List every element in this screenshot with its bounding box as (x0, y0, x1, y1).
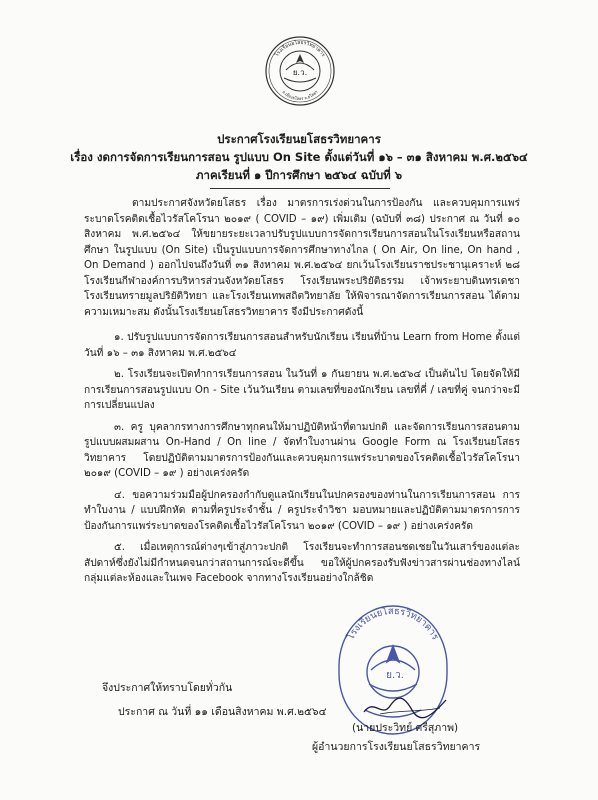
signer-name: (นายประวิทย์ ศรีสุภาพ) (352, 722, 459, 734)
seal-bottom-text: อ.เมืองยโสธร จ.ยโสธร (281, 89, 319, 102)
title-divider (210, 188, 390, 189)
seal-initial: ย.ว. (292, 68, 308, 77)
closing-statement: จึงประกาศให้ทราบโดยทั่วกัน (102, 682, 233, 694)
announcement-date: ประกาศ ณ วันที่ ๑๑ เดือนสิงหาคม พ.ศ.๒๕๖๔ (118, 706, 327, 718)
item-3: ๓. ครู บุคลากรทางการศึกษาทุกคนให้มาปฏิบัติหน้าที่ตามปกติ และจัดการเรียนการสอนตามรูปแบบผสมผสาน On-Hand / On line / จัดทำใบงานผ่าน Google Form ณ โรงเรียนยโสธรวิทยาคาร โดยปฏิบัติตามมาตรการป้องกันและควบคุมการแพร่ระบาดของโรคติดเชื้อไวรัสโคโรนา ๒๐๑๙ (COVID – ๑๙ ) อย่างเคร่งครัด (84, 421, 520, 479)
item-4: ๔. ขอความร่วมมือผู้ปกครองกำกับดูแลนักเรียนในปกครองของท่านในการเรียนการสอน การทำใบงาน / แบบฝึกหัด ตามที่ครูประจำชั้น / ครูประจำวิชา มอบหมายและปฏิบัติตามมาตรการการป้องกันการแพร่ระบาดของโรคติดเชื้อไวรัสโคโรนา ๒๐๑๙ (COVID – ๑๙ ) อย่างเคร่งครัด (84, 489, 520, 532)
item-1: ๑. ปรับรูปแบบการจัดการเรียนการสอนสำหรับนักเรียน เรียนที่บ้าน Learn from Home ตั้งแต่วันที่ ๑๖ – ๓๑ สิงหาคม พ.ศ.๒๕๖๔ (84, 332, 520, 359)
signer-title: ผู้อำนวยการโรงเรียนยโสธรวิทยาคาร (312, 741, 481, 753)
announcement-body (84, 196, 520, 587)
school-seal-logo (264, 30, 336, 112)
stamp-text: โรงเรียนยโสธรวิทยาคาร (345, 605, 441, 642)
intro-paragraph: ตามประกาศจังหวัดยโสธร เรื่อง มาตรการเร่งด่วนในการป้องกัน และควบคุมการแพร่ระบาดโรคติดเชื้อไวรัสโคโรนา ๒๐๑๙ ( COVID – ๑๙) เพิ่มเติม (ฉบับที่ ๓๘) ประกาศ ณ วันที่ ๑๐ สิงหาคม พ.ศ.๒๕๖๔ ให้ขยายระยะเวลาปรับรูปแบบการจัดการเรียนการสอนในโรงเรียนหรือสถานศึกษา ในรูปแบบ (On Site) เป็นรูปแบบการจัดการศึกษาทางไกล ( On Air, On line, On hand , On Demand ) ออกไปจนถึงวันที่ ๓๑ สิงหาคม พ.ศ.๒๕๖๔ ยกเว้นโรงเรียนราชประชานุเคราะห์ ๒๘ โรงเรียนกีฬาองค์การบริหารส่วนจังหวัดยโสธร โรงเรียนพระปริยัติธรรม เจ้าพระยาบดินทรเดชา โรงเรียนทรายมูลปริยัติวิทยา และโรงเรียนเทพสถิตวิทยาลัย ให้พิจารณาจัดการเรียนการสอน ได้ตามความเหมาะสม ดังนั้นโรงเรียนยโสธรวิทยาคาร จึงมีประกาศดังนี้ (84, 198, 520, 318)
seal-top-text: โรงเรียนยโสธรวิทยาคาร (274, 39, 326, 58)
announcement-subject: เรื่อง งดการจัดการเรียนการสอน รูปแบบ On Site ตั้งแต่วันที่ ๑๖ – ๓๑ สิงหาคม พ.ศ.๒๕๖๔ (70, 150, 528, 164)
handwritten-signature (360, 692, 450, 722)
svg-text:โรงเรียนยโสธรวิทยาคาร (345, 605, 441, 641)
item-2: ๒. โรงเรียนจะเปิดทำการเรียนการสอน ในวันที่ ๑ กันยายน พ.ศ.๒๕๖๔ เป็นต้นไป โดยจัดให้มีการเรียนการสอนรูปแบบ On - Site เว้นวันเรียน ตามเลขที่ของนักเรียน เลขที่คี่ / เลขที่คู่ จนกว่าจะมีการเปลี่ยนแปลง (84, 369, 520, 411)
item-5: ๕. เมื่อเหตุการณ์ต่างๆเข้าสู่ภาวะปกติ โรงเรียนจะทำการสอนชดเชยในวันเสาร์ของแต่ละสัปดาห์ซึ่งยังไม่มีกำหนดจนกว่าสถานการณ์จะดีขึ้น ขอให้ผู้ปกครองรับฟังข่าวสารผ่านช่องทางไลน์กลุ่มแต่ละห้องและในเพจ Facebook จากทางโรงเรียนอย่างใกล้ชิด (84, 542, 520, 584)
stamp-initial: ย.ว. (386, 670, 404, 681)
announcement-title: ประกาศโรงเรียนยโสธรวิทยาคาร (217, 132, 381, 146)
announcement-term: ภาคเรียนที่ ๑ ปีการศึกษา ๒๕๖๔ ฉบับที่ ๖ (195, 168, 403, 182)
